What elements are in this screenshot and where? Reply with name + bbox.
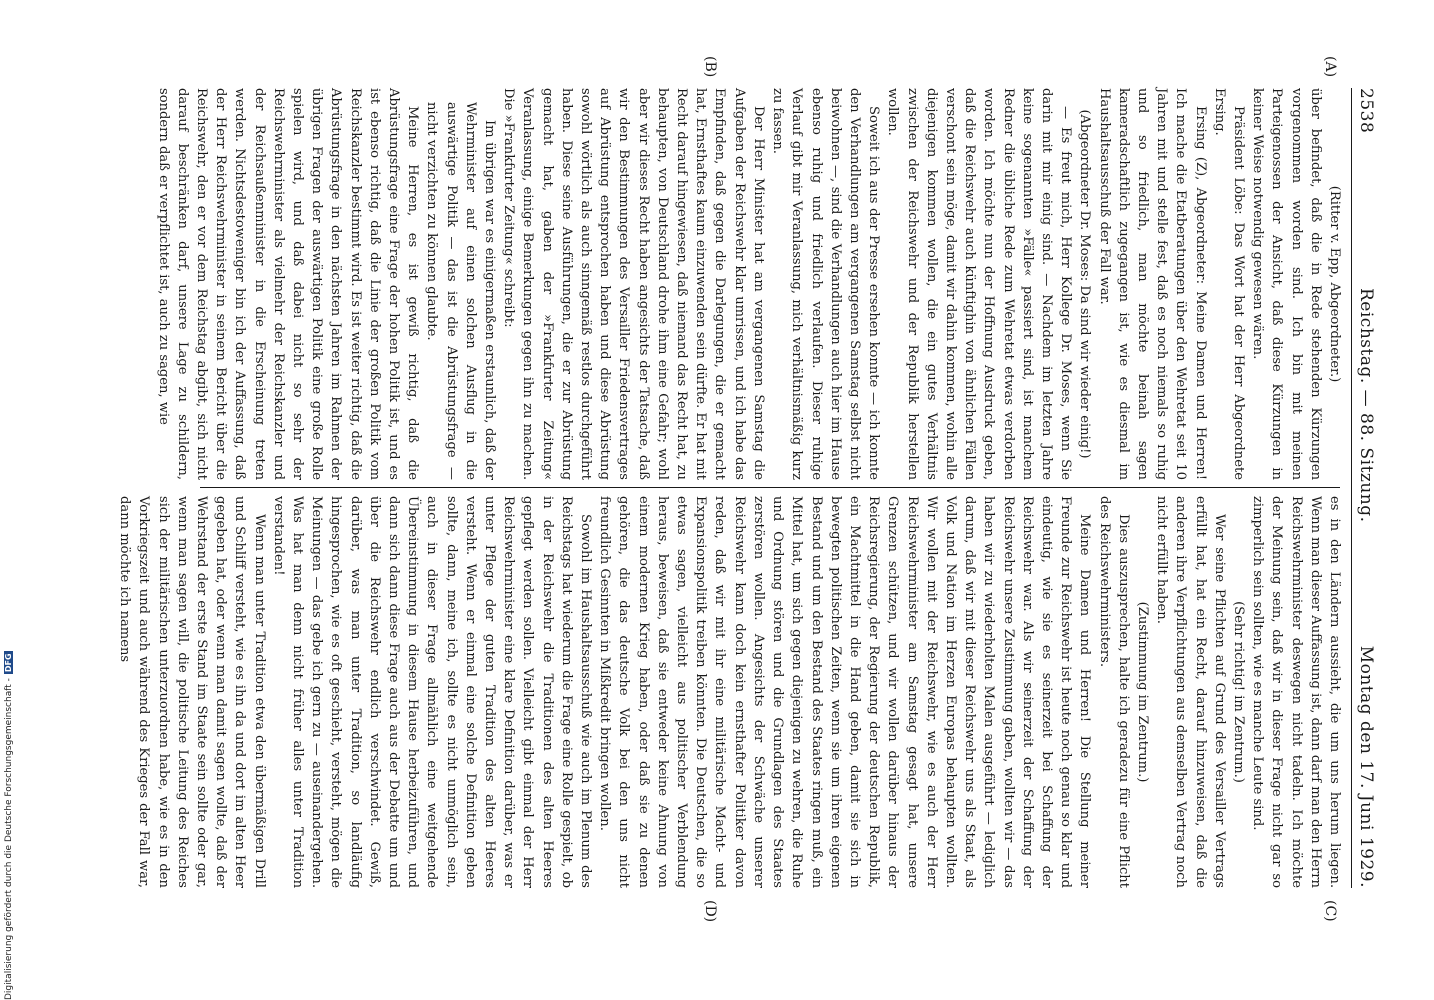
credit-text: Digitalisierung gefördert durch die Deutsche Forschungsgemeinschaft - <box>4 678 14 1000</box>
paragraph: über befindet, daß die in Rede stehenden Kürzungen vorgenommen worden sind. Ich bin mit meinen Parteigenossen der Ansicht, daß diese Kürzungen in keiner Weise notwendig gewesen wären. <box>1250 88 1323 480</box>
interjection: (Sehr richtig! im Zentrum.) <box>1230 601 1246 783</box>
column-divider <box>200 487 1340 488</box>
running-head <box>1351 88 1378 888</box>
document-page <box>117 56 1378 923</box>
paragraph-speaker: Ersing (Z), Abgeordneter: Meine Damen und Herren! Ich mache die Etatberatungen über den Wehretat seit 10 Jahren mit und stelle fest, daß es noch niemals so ruhig und so friedlich, man möchte beinah sagen kameradschaftlich zugegangen ist, wie es diesmal im Haushaltsausschuß der Fall war. <box>1096 88 1208 480</box>
paragraph: Wer seine Pflichten auf Grund des Versailler Vertrags erfüllt hat, hat ein Recht, darauf hinzuweisen, daß die anderen ihre Verpflichtungen aus demselben Vertrag noch nicht erfüllt haben. <box>1154 496 1227 888</box>
margin-mark-a: (A) <box>1322 56 1338 78</box>
dfg-logo: DFG <box>4 653 13 673</box>
paragraph: Meine Damen und Herren! Die Stellung meiner Freunde zur Reichswehr ist heute noch genau so klar und eindeutig, wie sie es seinerzeit bei Schaffung der Reichswehr war. Als wir seinerzeit der Schaffung der Reichswehr unsere Zustimmung gaben, wollten wir — das haben wir zu wiederholten Malen ausgeführt — lediglich darum, daß wir mit dieser Reichswehr uns als Staat, als Volk und Nation im Herzen Europas behaupten wollten. Wir wollen mit der Reichswehr, wie es auch der Herr Reichswehrminister am Samstag gesagt hat, unsere Grenzen schützen, und wir wollen darüber hinaus der Reichsregierung, der Regierung der deutschen Republik, ein Machtmittel in die Hand geben, damit sie sich in bewegten politischen Zeiten, wenn sie um ihren eigenen Bestand und um den Bestand des Staates ringen muß, ein Mittel hat, um sich gegen diejenigen zu wehren, die Ruhe und Ordnung stören und die Grundlagen des Staates zerstören wollen. Angesichts der Schwäche unserer Reichswehr kann doch kein ernsthafter Politiker davon reden, daß wir mit ihr eine militärische Macht- und Expansionspolitik treiben könnten. Die Deutschen, die so etwas sagen, vielleicht aus politischer Verblendung heraus, beweisen, daß sie entweder keine Ahnung von einem modernen Krieg haben, oder daß sie zu denen gehören, die das deutsche Volk bei den uns nicht freundlich Gesinnten in Mißkredit bringen wollen. <box>597 496 1093 888</box>
quotation: Im übrigen war es einigermaßen erstaunlich, daß der Wehrminister auf einen solchen Ausflug in die auswärtige Politik — das ist die Abrüstungsfrage — nicht verzichten zu können glaubte. <box>424 102 498 480</box>
margin-mark-d: (D) <box>702 900 718 923</box>
margin-mark-c: (C) <box>1322 900 1338 922</box>
interjection: (Zustimmung im Zentrum.) <box>1134 601 1150 783</box>
digitization-credit <box>4 560 18 1000</box>
paragraph: Dies auszusprechen, halte ich geradezu für eine Pflicht des Reichswehrministers. <box>1096 496 1131 888</box>
paragraph: Wenn man unter Tradition etwa den übermäßigen Drill und Schliff versteht, wie es ihn da und dort im alten Heer gegeben hat, oder wenn man damit sagen wollte, daß der Wehrstand der erste Stand im Staate sein sollte oder gar, wenn man sagen will, die politische Leitung des Reiches sich der militärischen unterzuordnen habe, wie es in den Vorkriegszeit und auch während des Krieges der Fall war, dann möchte ich namens <box>117 496 267 888</box>
session-date: Montag den 17. Juni 1929. <box>1356 645 1376 888</box>
paragraph: Soweit ich aus der Presse ersehen konnte — ich konnte den Verhandlungen am vergangenen Samstag selbst nicht beiwohnen —, sind die Verhandlungen auch hier im Hause ebenso ruhig und friedlich verlaufen. Dieser ruhige Verlauf gibt mir Veranlassung, mich verhältnismäßig kurz zu fassen. <box>770 88 882 480</box>
paragraph-president: Präsident Löbe: Das Wort hat der Herr Abgeordnete Ersing. <box>1211 88 1246 480</box>
session-title: Reichstag. — 88. Sitzung. <box>1356 288 1376 523</box>
paragraph: Meine Herren, es ist gewiß richtig, daß die Abrüstungsfrage eine Frage der hohen Politik ist, und es ist ebenso richtig, daß die Linie der großen Politik vom Reichskanzler bestimmt wird. Es ist weiter richtig, daß die Abrüstungsfrage in den nächsten Jahren im Rahmen der übrigen Fragen der auswärtigen Politik eine große Rolle spielen wird, und daß dabei nicht so sehr der Reichswehrminister als vielmehr der Reichskanzler und der Reichsaußenminister in die Erscheinung treten werden. Nichtsdestoweniger bin ich der Auffassung, daß der Herr Reichswehrminister in seinem Bericht über die Reichswehr, den er vor dem Reichstag abgibt, sich nicht darauf beschränken darf, unsere Lage zu schildern, sondern daß er verpflichtet ist, auch zu sagen, wie <box>155 88 421 480</box>
left-column <box>144 88 1344 480</box>
margin-mark-b: (B) <box>702 56 718 78</box>
paragraph: — Es freut mich, Herr Kollege Dr. Moses, wenn Sie darin mit mir einig sind. — Nachdem im letzten Jahre keine sogenannten »Fälle« passiert sind, ist manchem Redner die übliche Rede zum Wehretat etwas verdorben worden. Ich möchte nun der Hoffnung Ausdruck geben, daß die Reichswehr auch künftighin von ähnlichen Fällen verschont sein möge, damit wir dahin kommen, wohin alle diejenigen kommen wollen, die ein gutes Verhältnis zwischen der Reichswehr und der Republik herstellen wollen. <box>885 88 1074 480</box>
paragraph: Sowohl im Haushaltsausschuß wie auch im Plenum des Reichstags hat wiederum die Frage eine Rolle gespielt, ob in der Reichswehr die Traditionen des alten Heeres gepflegt werden sollen. Vielleicht gibt einmal der Herr Reichswehrminister eine klare Definition darüber, was er unter Pflege der guten Tradition des alten Heeres versteht. Wenn er einmal eine solche Definition geben sollte, dann, meine ich, sollte es nicht unmöglich sein, auch in dieser Frage allmählich eine weitgehende Übereinstimmung in diesem Hause herbeizuführen, und dann sich dann diese Frage auch aus der Debatte um und über die Reichswehr endlich verschwindet. Gewiß, darüber, was man unter Tradition, so landläufig hingesprochen, wie es oft geschieht, versteht, mögen die Meinungen — das gebe ich gern zu — auseinandergehen. Was hat man denn nicht früher alles unter Tradition verstanden! <box>270 496 594 888</box>
page-number: 2538 <box>1356 88 1376 134</box>
speaker-continuation: (Ritter v. Epp, Abgeordneter.) <box>1327 185 1342 383</box>
paragraph: Der Herr Minister hat am vergangenen Samstag die Aufgaben der Reichswehr klar umrissen, und ich habe das Empfinden, daß gegen die Darlegungen, die er gemacht hat, Ernsthaftes kaum einzuwenden sein dürfte. Er hat mit Recht darauf hingewiesen, daß niemand das Recht hat, zu behaupten, von Deutschland drohe ihm eine Gefahr; wohl aber wir dieses Recht haben angesichts der Tatsache, daß wir den Bestimmungen des Versailler Friedensvertrages auf Abrüstung entsprochen haben und diese Abrüstung sowohl wörtlich als auch sinngemäß restlos durchgeführt haben. Diese seine Ausführungen, die er zur Abrüstung gemacht hat, gaben der »Frankfurter Zeitung« Veranlassung, einige Bemerkungen gegen ihn zu machen. Die »Frankfurter Zeitung« schreibt: <box>501 88 766 480</box>
right-column <box>117 496 1344 888</box>
paragraph: es in den Ländern aussieht, die um uns herum liegen. Wenn man dieser Auffassung ist, dann darf man den Herrn Reichswehrminister deswegen nicht tadeln. Ich möchte der Meinung sein, daß wir in dieser Frage nicht gar so zimperlich sein sollten, wie es manche Leute sind. <box>1250 496 1342 888</box>
interjection: (Abgeordneter Dr. Moses: Da sind wir wieder einig!) <box>1077 109 1093 459</box>
